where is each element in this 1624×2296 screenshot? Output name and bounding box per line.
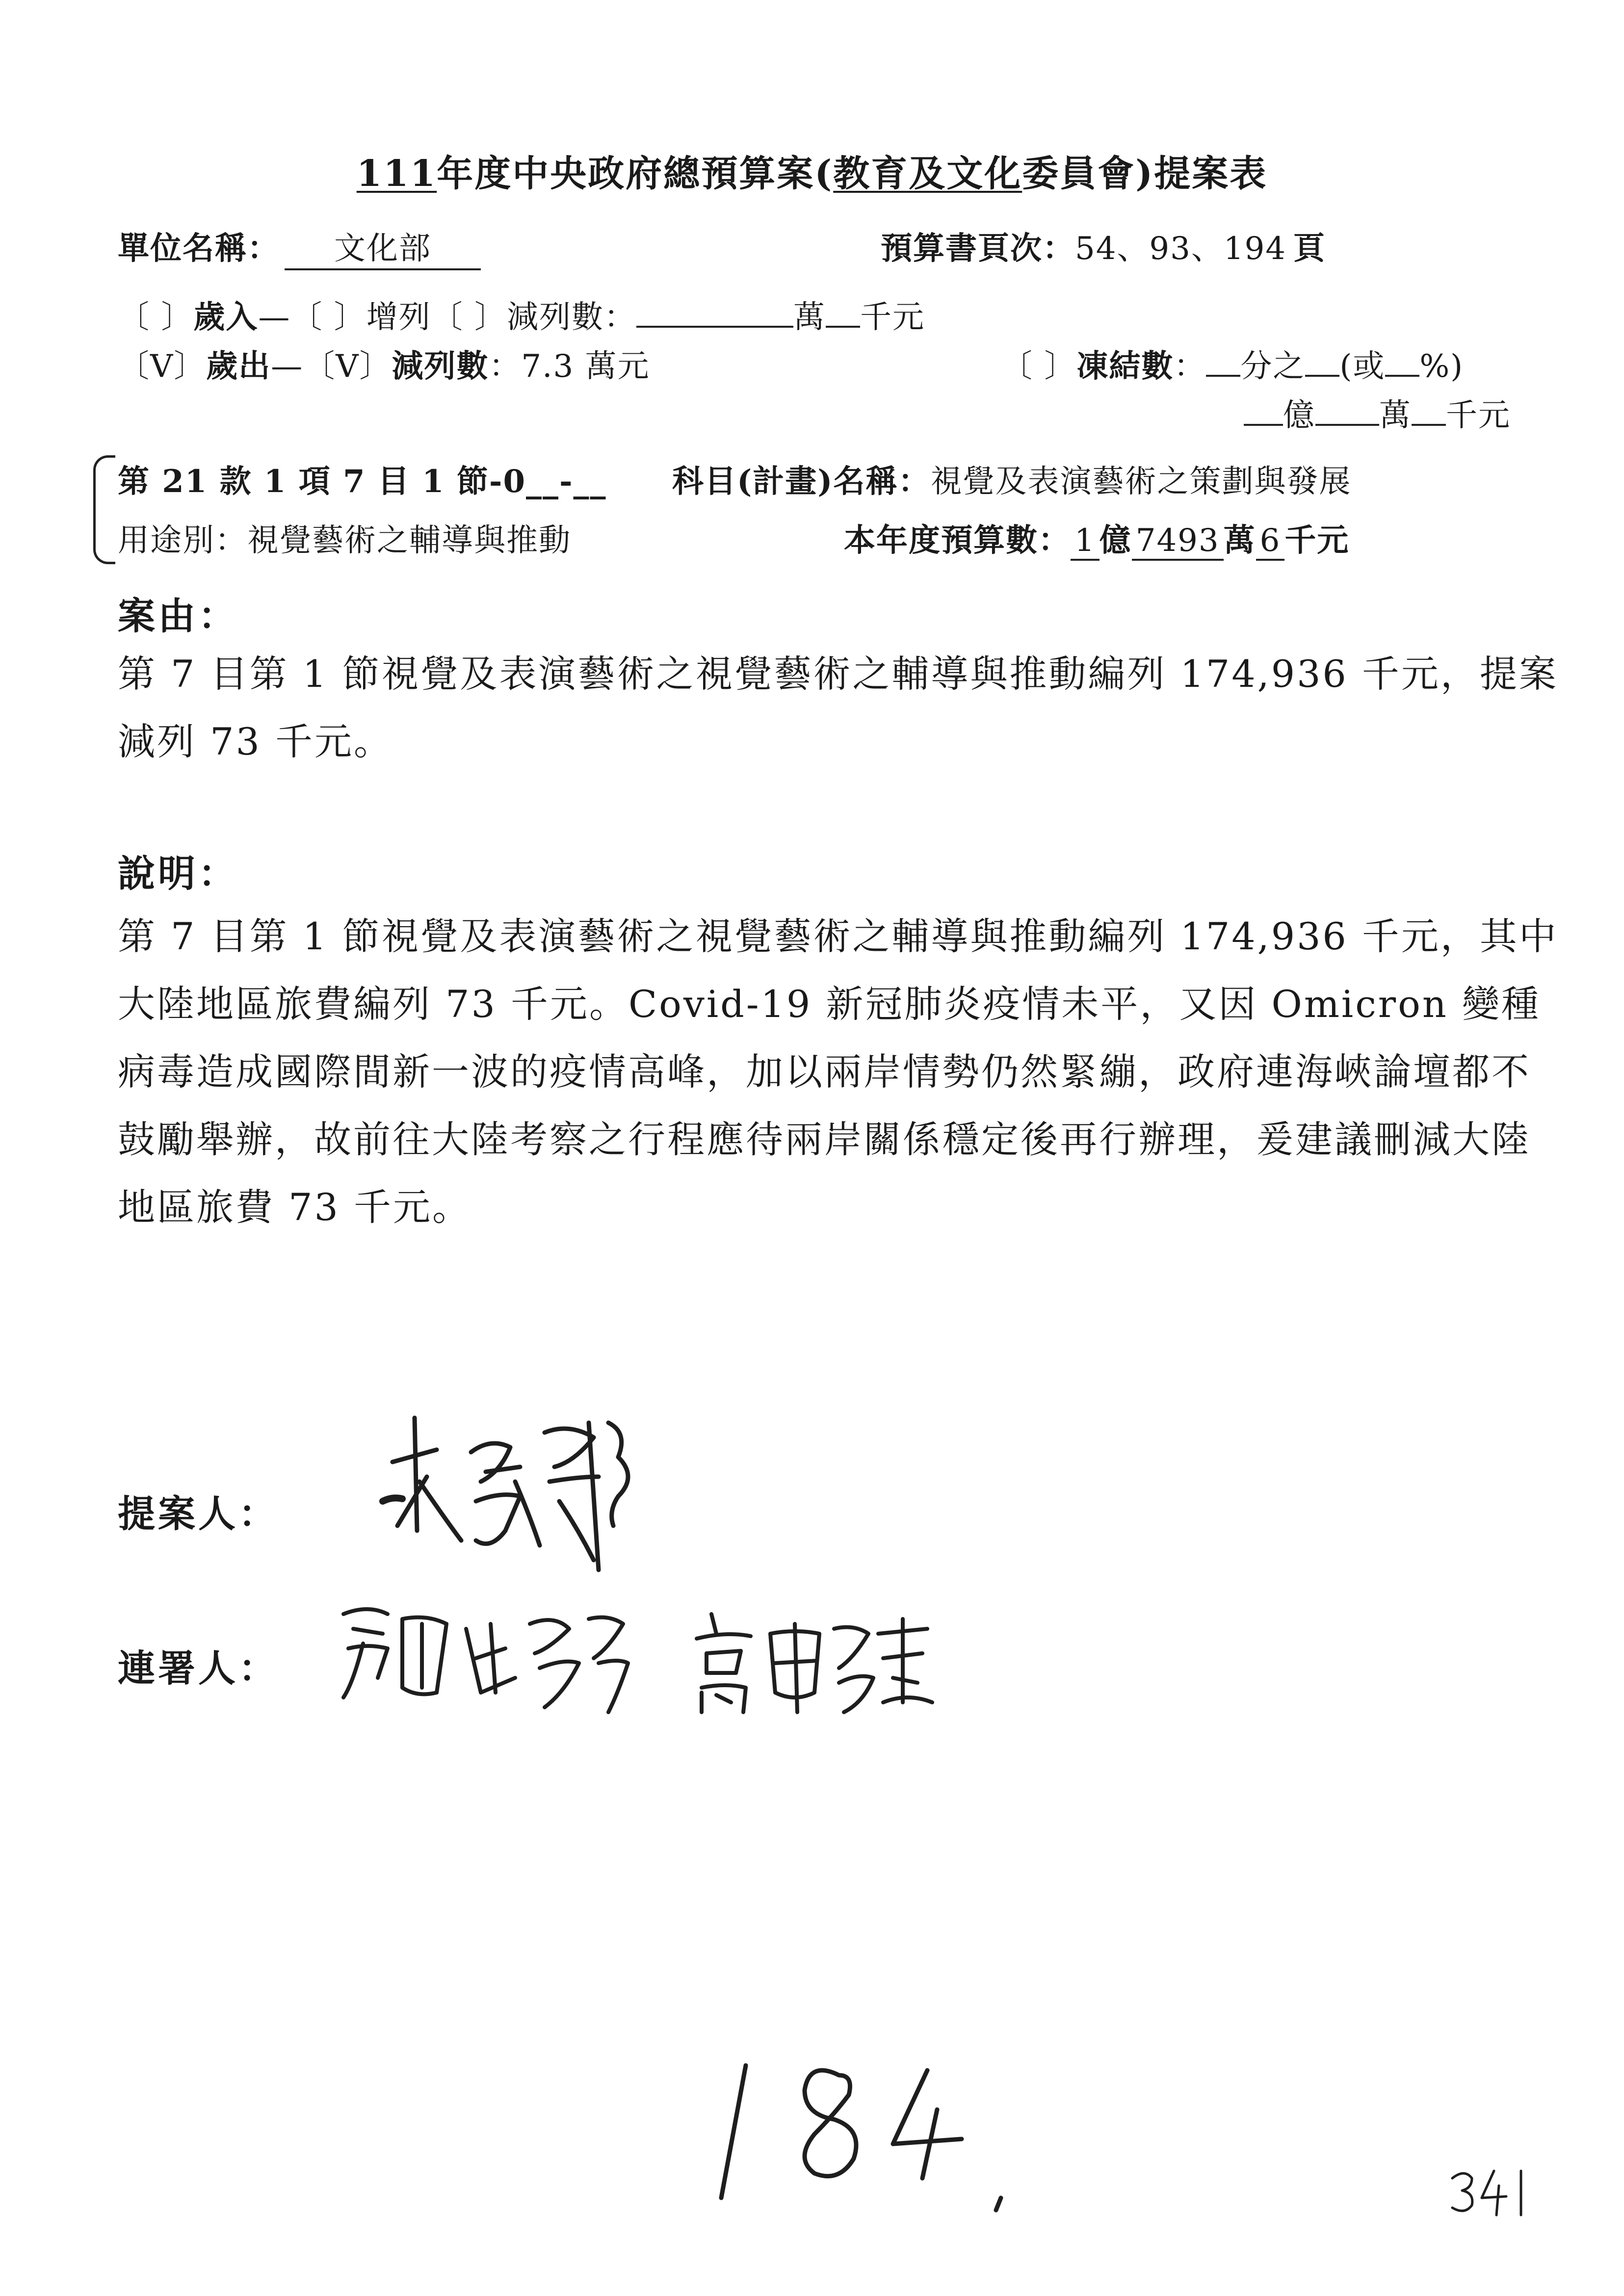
unit-value: 文化部 [285, 223, 481, 270]
freeze-numerator-blank [1206, 345, 1240, 377]
revenue-increase-checkbox: 〔 〕 [290, 299, 367, 336]
revenue-decrease-label: 減列數： [507, 299, 637, 336]
title-part2: 委員會)提案表 [1022, 153, 1268, 195]
revenue-thousand-blank [826, 296, 860, 328]
freeze-colon: ： [1174, 348, 1206, 385]
revenue-wan-blank [636, 296, 793, 328]
title-part1: 年度中央政府總預算案( [437, 153, 834, 195]
budget-pages-suffix: 頁 [1293, 230, 1326, 267]
revenue-thousand-unit: 千元 [860, 299, 925, 336]
freeze-yi-unit: 億 [1283, 397, 1315, 434]
freeze-wan-unit: 萬 [1379, 397, 1412, 434]
expenditure-label: 歲出 [206, 348, 271, 385]
budget-pages-row [881, 223, 1326, 268]
freeze-percent-blank [1385, 345, 1419, 377]
revenue-checkbox: 〔 〕 [118, 299, 194, 336]
budget-pages-value: 54、93、194 [1075, 231, 1287, 267]
freeze-row [1001, 341, 1464, 386]
annual-budget-wan-value: 7493 [1132, 522, 1224, 561]
purpose-value: 視覺藝術之輔導與推動 [247, 522, 571, 559]
revenue-decrease-checkbox: 〔 〕 [431, 299, 507, 336]
cosigner-signature-2 [687, 1604, 942, 1717]
subject-label: 科目(計畫)名稱： [672, 463, 931, 500]
explanation-text: 第 7 目第 1 節視覺及表演藝術之視覺藝術之輔導與推動編列 174,936 千元，其中大陸地區旅費編列 73 千元。Covid-19 新冠肺炎疫情未平，又因 Omicron 變種病毒造成國際間新一波的疫情高峰，加以兩岸情勢仍然緊繃，政府連海峽論壇都不鼓勵舉辦，故前往大陸考察之行程應待兩岸關係穩定後再行辦理，爰建議刪減大陸地區旅費 73 千元。 [118, 914, 1558, 1229]
unit-row [118, 223, 481, 270]
budget-pages-label: 預算書頁次： [881, 230, 1075, 267]
cosigner-signature-1 [334, 1594, 648, 1722]
title-year: 111 [356, 153, 437, 195]
freeze-yi-blank [1244, 394, 1283, 426]
cause-heading: 案由： [118, 594, 238, 638]
freeze-or: (或 [1339, 348, 1386, 385]
freeze-thousand-unit: 千元 [1446, 397, 1511, 434]
subject-value: 視覺及表演藝術之策劃與發展 [930, 464, 1352, 500]
freeze-label: 凍結數 [1076, 348, 1174, 385]
revenue-label: 歲入 [193, 299, 259, 336]
annual-budget-label: 本年度預算數： [844, 522, 1071, 559]
item-code: 第 21 款 1 項 7 目 1 節-0__-__ [118, 463, 607, 500]
explanation-heading: 說明： [118, 852, 238, 895]
freeze-percent: %) [1419, 348, 1464, 385]
annual-budget-row [844, 515, 1349, 560]
annual-budget-yi-value: 1 [1071, 522, 1100, 561]
expenditure-decrease-checkbox: 〔V〕 [303, 348, 392, 385]
freeze-wan-blank [1315, 394, 1379, 426]
revenue-wan-unit: 萬 [793, 299, 826, 336]
freeze-fraction: 分之 [1240, 348, 1306, 385]
expenditure-amount: ：7.3 萬元 [489, 348, 650, 385]
expenditure-checkbox: 〔V〕 [118, 348, 207, 385]
freeze-denominator-blank [1305, 345, 1339, 377]
proposer-signature [363, 1403, 697, 1609]
title-committee: 教育及文化 [833, 153, 1022, 195]
expenditure-row [118, 341, 650, 386]
cause-text: 第 7 目第 1 節視覺及表演藝術之視覺藝術之輔導與推動編列 174,936 千元，提案減列 73 千元。 [118, 652, 1558, 763]
freeze-checkbox: 〔 〕 [1001, 348, 1077, 385]
expenditure-dash: — [271, 348, 304, 385]
revenue-dash: — [258, 299, 291, 336]
annual-budget-thousand-value: 6 [1256, 522, 1285, 561]
revenue-row [118, 292, 925, 337]
revenue-increase-label: 增列 [366, 299, 431, 336]
expenditure-decrease-label: 減列數 [392, 348, 489, 385]
unit-label: 單位名稱： [118, 230, 280, 267]
form-title [0, 145, 1624, 197]
freeze-amount-row [1244, 390, 1511, 435]
subject-row [672, 456, 1352, 501]
purpose-label: 用途別： [118, 522, 247, 559]
page-number [1447, 2166, 1536, 2220]
annual-budget-wan-unit: 萬 [1223, 522, 1256, 559]
item-bracket [93, 455, 115, 564]
purpose-row [118, 515, 571, 560]
handwritten-number [707, 2051, 1050, 2213]
cosigners-label: 連署人： [118, 1646, 279, 1690]
annual-budget-yi-unit: 億 [1099, 522, 1132, 559]
annual-budget-thousand-unit: 千元 [1284, 522, 1350, 559]
proposer-label: 提案人： [118, 1492, 279, 1536]
freeze-thousand-blank [1412, 394, 1446, 426]
